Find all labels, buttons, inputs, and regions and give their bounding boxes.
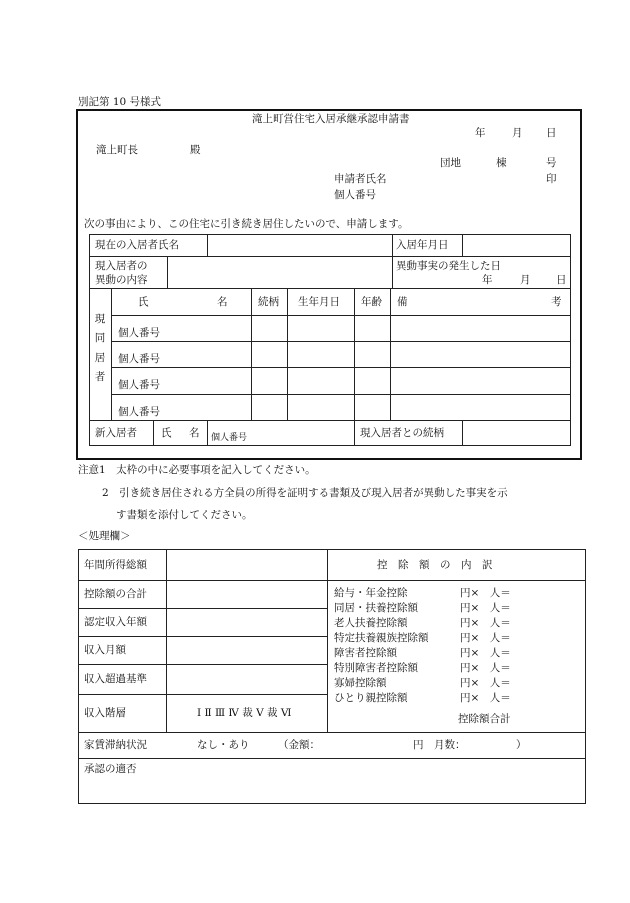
deduction-name-5: 特別障害者控除額 (334, 662, 418, 674)
deduction-name-0: 給与・年金控除 (334, 587, 408, 599)
new-name-2: 名 (189, 427, 200, 439)
deduction-name-6: 寡婦控除額 (334, 677, 387, 689)
col-remarks-1: 備 (397, 296, 408, 308)
form-title: 滝上町営住宅入居承継承認申請書 (252, 113, 410, 125)
addressee: 滝上町長 (96, 144, 138, 156)
excess-standard-label: 収入超過基準 (84, 673, 147, 685)
certified-income-label: 認定収入年額 (84, 616, 147, 628)
close-paren: ） (516, 739, 527, 751)
deduction-breakdown-heading: 控 除 額 の 内 訳 (377, 559, 493, 571)
change-date-month: 月 (520, 274, 531, 286)
date-year: 年 (475, 127, 486, 139)
change-date-year: 年 (482, 274, 493, 286)
note-1: 注意1 太枠の中に必要事項を記入してください。 (78, 464, 316, 476)
new-name-1: 氏 (161, 427, 172, 439)
monthly-income-label: 収入月額 (84, 644, 126, 656)
new-resident-label: 新入居者 (95, 427, 137, 439)
approval-label: 承認の適否 (84, 763, 137, 775)
personal-id-row3: 個人番号 (118, 379, 160, 391)
deduction-name-2: 老人扶養控除額 (334, 617, 408, 629)
rent-status-options: なし・あり (197, 739, 250, 751)
deduction-calc-3: 円× 人＝ (460, 632, 511, 644)
address-danchi: 団地 (440, 157, 461, 169)
personal-id-row1: 個人番号 (118, 327, 160, 339)
deduction-calc-5: 円× 人＝ (460, 662, 511, 674)
deduction-name-7: ひとり親控除額 (334, 692, 408, 704)
deduction-calc-7: 円× 人＝ (460, 692, 511, 704)
deduction-calc-2: 円× 人＝ (460, 617, 511, 629)
note-2-line2: す書類を添付してください。 (116, 509, 253, 521)
new-personal-id: 個人番号 (211, 433, 248, 443)
col-age: 年齢 (361, 296, 382, 308)
personal-id-row2: 個人番号 (118, 353, 160, 365)
amount-label: （金額： (278, 739, 320, 751)
personal-id-row4: 個人番号 (118, 406, 160, 418)
note-2-line1: 2 引き続き居住される方全員の所得を証明する書類及び現入居者が異動した事実を示 (102, 487, 508, 499)
annual-income-label: 年間所得総額 (84, 559, 147, 571)
col-name-1: 氏 (138, 296, 149, 308)
applicant-id-label: 個人番号 (334, 189, 376, 201)
income-class-options: Ⅰ Ⅱ Ⅲ Ⅳ 裁 Ⅴ 裁 Ⅵ (197, 707, 292, 719)
change-date-day: 日 (556, 274, 567, 286)
deduction-calc-0: 円× 人＝ (460, 587, 511, 599)
deduction-calc-1: 円× 人＝ (460, 602, 511, 614)
current-resident-label: 現在の入居者氏名 (95, 239, 179, 251)
date-month: 月 (512, 127, 523, 139)
deduction-sum-label: 控除額合計 (458, 713, 511, 725)
form-number: 別記第 10 号様式 (78, 96, 162, 108)
deduction-calc-4: 円× 人＝ (460, 647, 511, 659)
yen-months-label: 円 月数： (413, 739, 466, 751)
honorific: 殿 (190, 144, 201, 156)
address-building: 棟 (496, 157, 507, 169)
date-day: 日 (546, 127, 557, 139)
deduction-name-4: 障害者控除額 (334, 647, 397, 659)
change-label-line2: 異動の内容 (95, 274, 148, 286)
rent-arrears-label: 家賃滞納状況 (84, 739, 147, 751)
move-in-date-label: 入居年月日 (396, 239, 449, 251)
seal-mark: 印 (546, 173, 557, 185)
cohabitant-label: 現同居者 (94, 313, 106, 384)
col-name-2: 名 (217, 296, 228, 308)
col-relation: 続柄 (258, 296, 279, 308)
deduction-calc-6: 円× 人＝ (460, 677, 511, 689)
processing-heading: ＜処理欄＞ (78, 530, 131, 542)
statement: 次の事由により、この住宅に引き続き居住したいので、申請します。 (84, 218, 409, 230)
change-label-line1: 現入居者の (95, 260, 148, 272)
col-birth: 生年月日 (298, 296, 340, 308)
income-class-label: 収入階層 (84, 707, 126, 719)
applicant-name-label: 申請者氏名 (334, 173, 387, 185)
deduction-total-label: 控除額の合計 (84, 588, 147, 600)
col-remarks-2: 考 (551, 296, 562, 308)
deduction-name-1: 同居・扶養控除額 (334, 602, 418, 614)
address-number: 号 (546, 157, 557, 169)
deduction-name-3: 特定扶養親族控除額 (334, 632, 429, 644)
change-date-label: 異動事実の発生した日 (396, 260, 501, 272)
relation-to-current-label: 現入居者との続柄 (360, 427, 444, 439)
